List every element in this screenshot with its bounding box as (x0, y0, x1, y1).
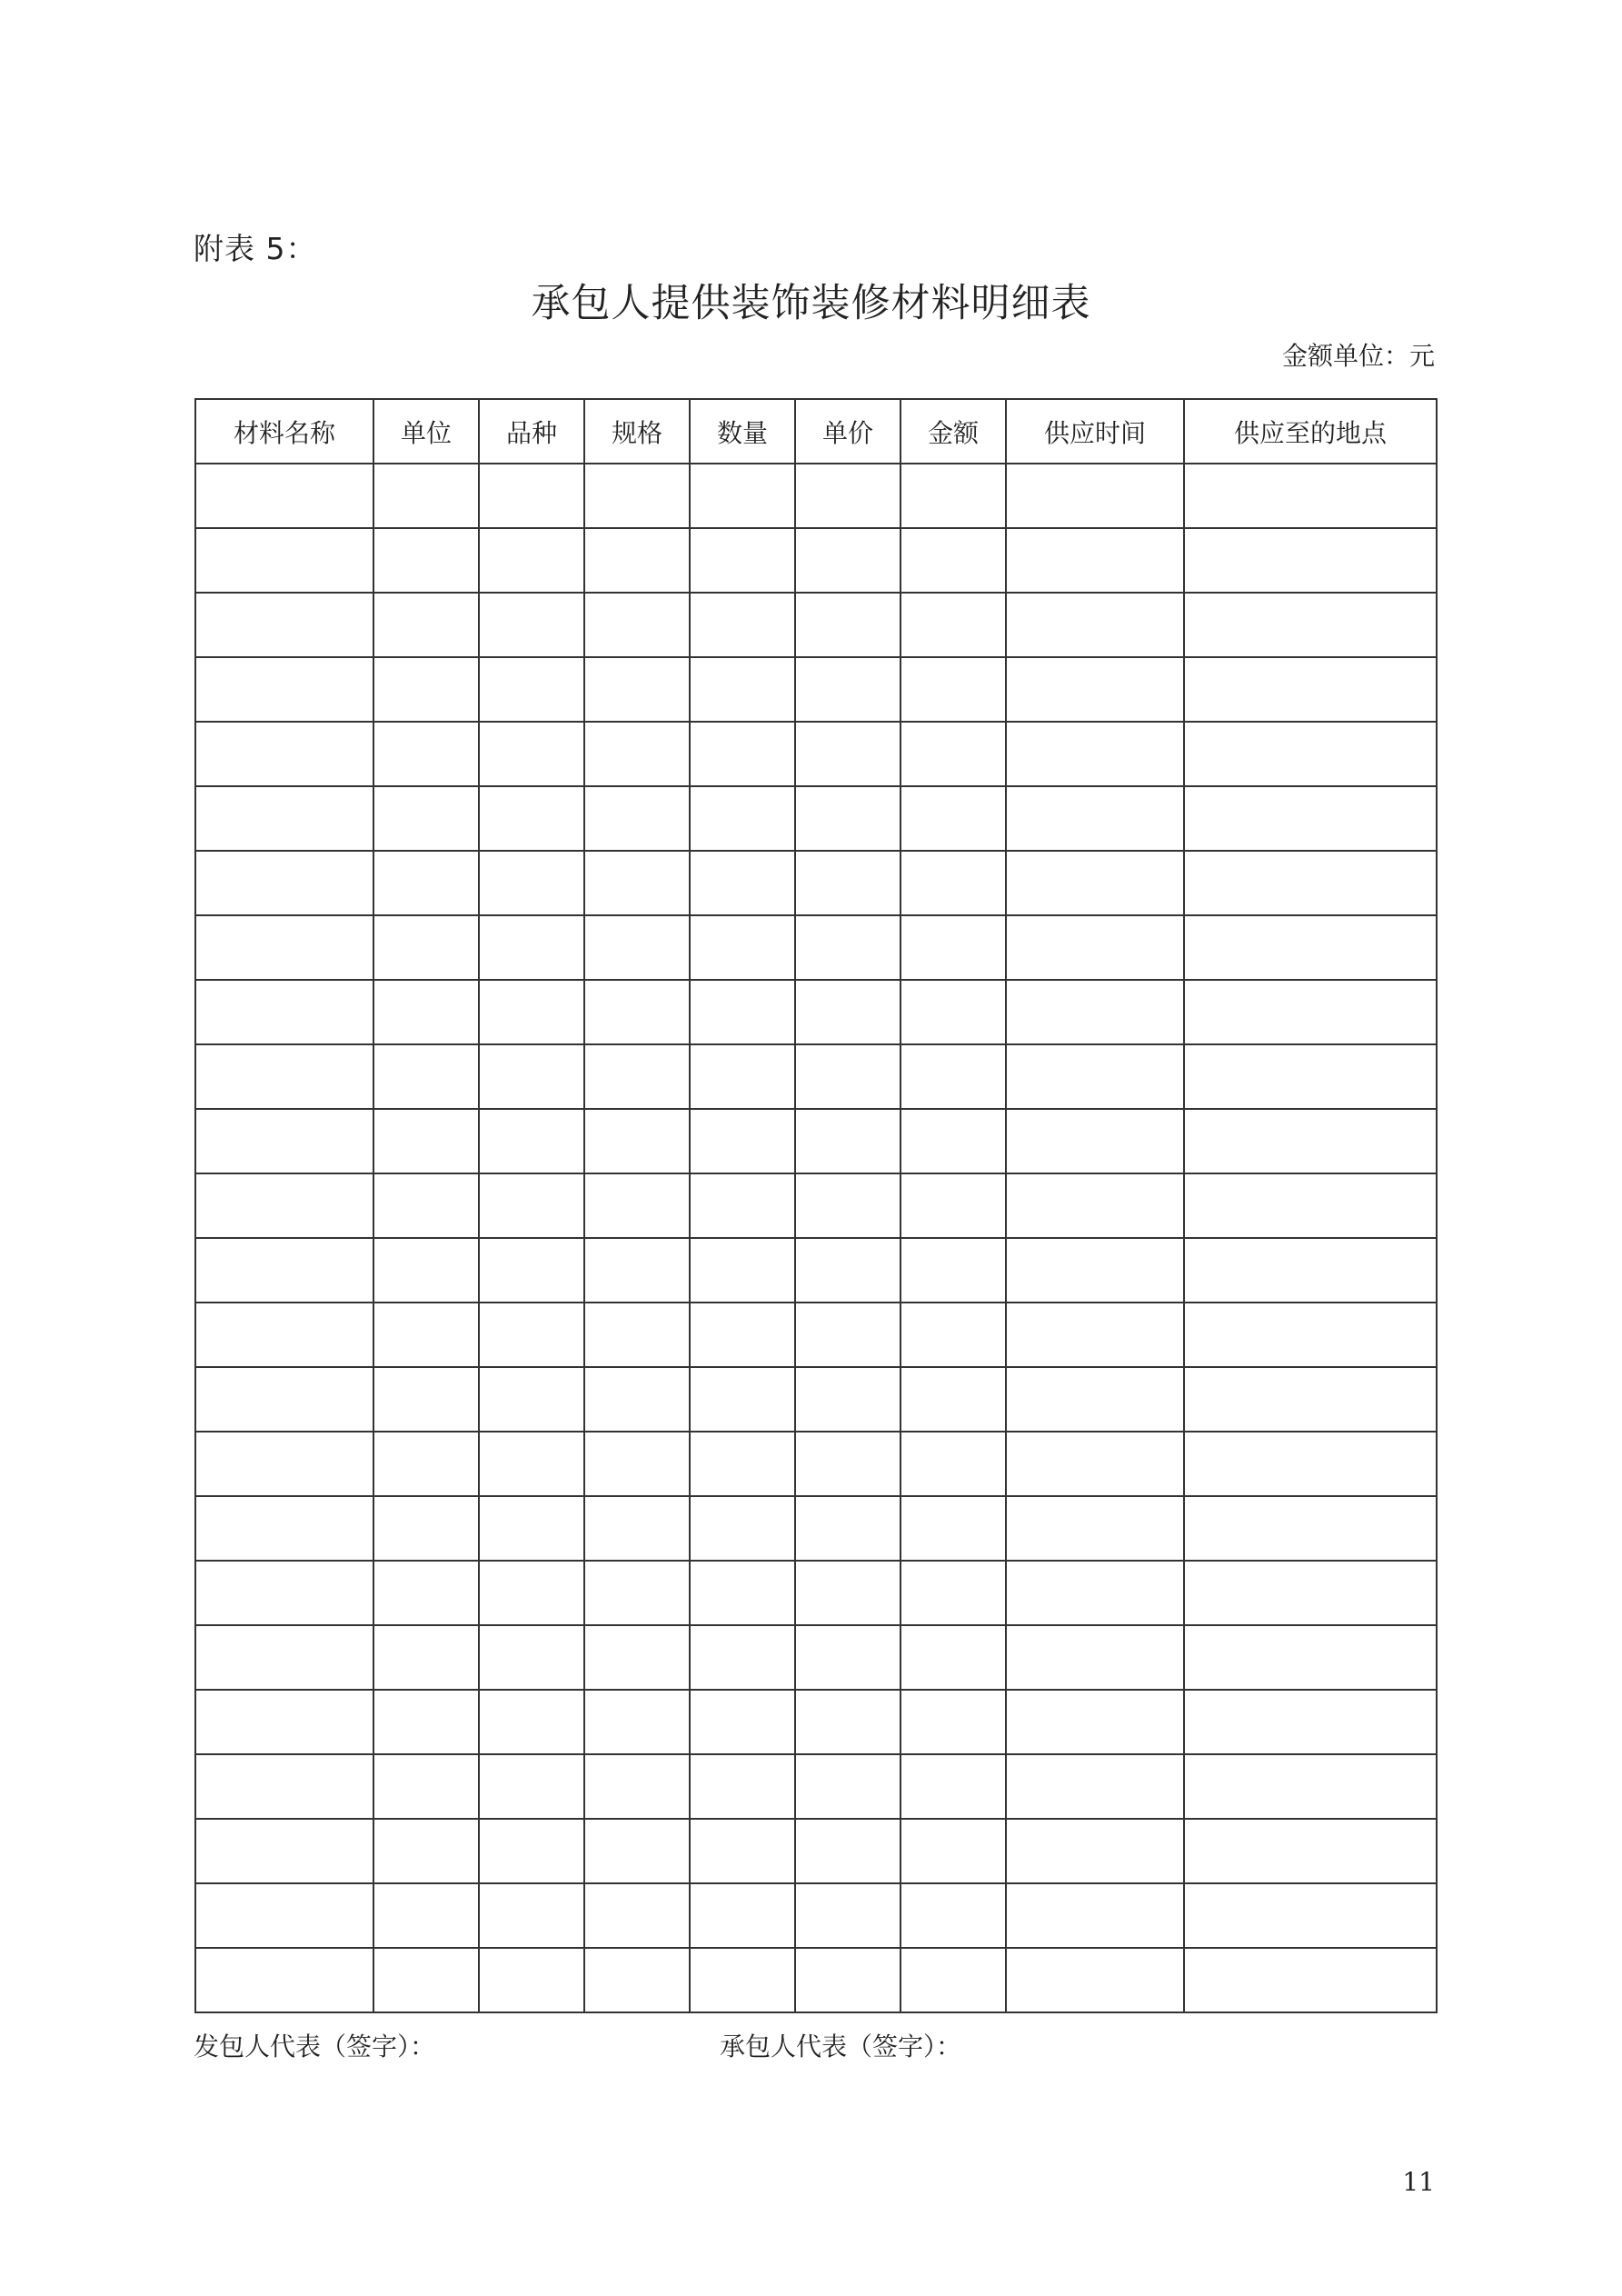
table-cell (195, 915, 373, 980)
table-cell (373, 722, 479, 786)
table-cell (195, 1561, 373, 1625)
table-cell (1006, 1367, 1184, 1432)
table-cell (373, 1238, 479, 1303)
table-cell (1006, 980, 1184, 1044)
table-cell (1184, 1883, 1437, 1948)
table-cell (1006, 722, 1184, 786)
table-cell (795, 657, 901, 722)
table-cell (690, 1173, 795, 1238)
table-cell (901, 1238, 1006, 1303)
table-cell (479, 786, 584, 851)
table-cell (373, 915, 479, 980)
table-cell (901, 915, 1006, 980)
table-cell (1184, 1432, 1437, 1496)
col-header-supply-location: 供应至的地点 (1184, 399, 1437, 464)
table-cell (901, 1819, 1006, 1883)
table-cell (195, 464, 373, 528)
table-cell (1006, 1109, 1184, 1173)
table-cell (795, 593, 901, 657)
table-row (195, 915, 1437, 980)
table-cell (373, 593, 479, 657)
table-cell (373, 851, 479, 915)
table-cell (795, 722, 901, 786)
table-cell (479, 980, 584, 1044)
table-cell (1006, 593, 1184, 657)
table-cell (690, 786, 795, 851)
table-cell (479, 1561, 584, 1625)
table-cell (584, 593, 690, 657)
table-cell (479, 1754, 584, 1819)
table-cell (479, 1432, 584, 1496)
table-row (195, 1044, 1437, 1109)
table-cell (690, 915, 795, 980)
table-cell (373, 1109, 479, 1173)
table-cell (479, 593, 584, 657)
table-cell (901, 1625, 1006, 1690)
col-header-spec: 规格 (584, 399, 690, 464)
table-cell (195, 1948, 373, 2012)
table-row (195, 1690, 1437, 1754)
table-cell (795, 1754, 901, 1819)
table-cell (690, 1754, 795, 1819)
table-cell (690, 464, 795, 528)
table-cell (373, 1883, 479, 1948)
table-cell (690, 1432, 795, 1496)
table-row (195, 1883, 1437, 1948)
table-cell (584, 1432, 690, 1496)
table-cell (690, 1303, 795, 1367)
table-cell (901, 1754, 1006, 1819)
table-cell (373, 1173, 479, 1238)
table-cell (195, 1432, 373, 1496)
table-row (195, 1109, 1437, 1173)
table-cell (479, 1238, 584, 1303)
table-cell (901, 851, 1006, 915)
table-cell (479, 1173, 584, 1238)
table-cell (479, 1109, 584, 1173)
table-cell (690, 980, 795, 1044)
table-cell (690, 1109, 795, 1173)
table-cell (584, 980, 690, 1044)
table-cell (195, 1819, 373, 1883)
table-cell (1006, 1238, 1184, 1303)
table-cell (690, 1819, 795, 1883)
table-cell (195, 1044, 373, 1109)
table-cell (1184, 1754, 1437, 1819)
table-cell (1006, 1625, 1184, 1690)
table-cell (1006, 1432, 1184, 1496)
table-row (195, 1432, 1437, 1496)
table-cell (195, 1496, 373, 1561)
table-cell (795, 980, 901, 1044)
table-cell (373, 1367, 479, 1432)
table-cell (1006, 528, 1184, 593)
table-cell (195, 1754, 373, 1819)
table-cell (1184, 528, 1437, 593)
table-cell (690, 722, 795, 786)
table-cell (690, 1625, 795, 1690)
table-cell (479, 657, 584, 722)
table-cell (690, 1044, 795, 1109)
table-row (195, 1367, 1437, 1432)
table-cell (901, 1883, 1006, 1948)
table-cell (1184, 1690, 1437, 1754)
col-header-unit: 单位 (373, 399, 479, 464)
table-cell (584, 722, 690, 786)
table-cell (901, 1432, 1006, 1496)
table-cell (901, 528, 1006, 593)
table-cell (195, 786, 373, 851)
table-header-row (195, 399, 1437, 464)
table-cell (795, 915, 901, 980)
table-cell (479, 1303, 584, 1367)
table-cell (373, 1948, 479, 2012)
table-cell (479, 915, 584, 980)
table-cell (195, 528, 373, 593)
table-row (195, 528, 1437, 593)
table-cell (584, 528, 690, 593)
table-cell (795, 786, 901, 851)
table-cell (1006, 1819, 1184, 1883)
table-cell (195, 1367, 373, 1432)
table-cell (1184, 1496, 1437, 1561)
table-row (195, 786, 1437, 851)
table-cell (1184, 593, 1437, 657)
table-cell (1184, 1303, 1437, 1367)
table-cell (901, 1561, 1006, 1625)
table-cell (1184, 1044, 1437, 1109)
table-cell (690, 1948, 795, 2012)
table-cell (795, 1173, 901, 1238)
col-header-variety: 品种 (479, 399, 584, 464)
table-cell (901, 786, 1006, 851)
table-cell (373, 1625, 479, 1690)
table-cell (584, 1883, 690, 1948)
table-cell (373, 464, 479, 528)
table-cell (1184, 1948, 1437, 2012)
table-cell (479, 1044, 584, 1109)
amount-unit-note: 金额单位：元 (1281, 341, 1435, 371)
table-cell (795, 851, 901, 915)
table-cell (584, 915, 690, 980)
table-cell (901, 593, 1006, 657)
table-cell (1006, 1948, 1184, 2012)
table-cell (584, 1819, 690, 1883)
table-cell (795, 1561, 901, 1625)
table-cell (584, 1625, 690, 1690)
table-cell (195, 1303, 373, 1367)
attachment-label: 附表 5： (194, 231, 317, 266)
table-cell (195, 851, 373, 915)
table-cell (479, 1496, 584, 1561)
table-cell (690, 1496, 795, 1561)
table-cell (584, 1496, 690, 1561)
table-row (195, 1238, 1437, 1303)
contractor-signature-label: 承包人代表（签字）： (720, 2031, 962, 2061)
table-cell (1184, 1625, 1437, 1690)
table-cell (584, 1044, 690, 1109)
table-cell (690, 528, 795, 593)
table-cell (584, 1561, 690, 1625)
table-cell (1006, 464, 1184, 528)
table-cell (373, 1754, 479, 1819)
col-header-amount: 金额 (901, 399, 1006, 464)
table-cell (195, 1883, 373, 1948)
table-cell (795, 528, 901, 593)
table-cell (901, 1496, 1006, 1561)
table-row (195, 657, 1437, 722)
table-cell (584, 1948, 690, 2012)
table-cell (1184, 851, 1437, 915)
table-cell (373, 1819, 479, 1883)
table-cell (479, 851, 584, 915)
table-cell (584, 1109, 690, 1173)
table-cell (690, 1690, 795, 1754)
table-cell (373, 657, 479, 722)
table-cell (795, 1496, 901, 1561)
table-cell (901, 1367, 1006, 1432)
table-cell (584, 1238, 690, 1303)
table-cell (1184, 1173, 1437, 1238)
table-cell (1184, 980, 1437, 1044)
table-cell (195, 1238, 373, 1303)
table-cell (795, 1625, 901, 1690)
table-body (195, 464, 1437, 2012)
table-row (195, 1819, 1437, 1883)
table-cell (1006, 915, 1184, 980)
table-cell (795, 1303, 901, 1367)
table-cell (479, 1883, 584, 1948)
table-cell (373, 1690, 479, 1754)
table-cell (373, 980, 479, 1044)
table-row (195, 1496, 1437, 1561)
table-row (195, 1303, 1437, 1367)
page-title: 承包人提供装饰装修材料明细表 (531, 281, 1091, 326)
table-cell (373, 528, 479, 593)
table-cell (901, 1109, 1006, 1173)
table-cell (1006, 1496, 1184, 1561)
table-cell (690, 1367, 795, 1432)
table-cell (795, 1432, 901, 1496)
table-cell (795, 1690, 901, 1754)
table-cell (195, 722, 373, 786)
table-cell (901, 722, 1006, 786)
table-cell (1006, 786, 1184, 851)
table-cell (795, 1044, 901, 1109)
table-cell (195, 1625, 373, 1690)
table-cell (1184, 1819, 1437, 1883)
table-cell (1006, 1690, 1184, 1754)
table-cell (195, 593, 373, 657)
table-cell (195, 1109, 373, 1173)
table-cell (901, 1948, 1006, 2012)
table-cell (795, 1883, 901, 1948)
table-cell (1006, 1173, 1184, 1238)
table-cell (1006, 1883, 1184, 1948)
materials-table (194, 398, 1438, 2013)
table-cell (690, 593, 795, 657)
table-cell (1006, 851, 1184, 915)
table-cell (690, 851, 795, 915)
table-cell (690, 1238, 795, 1303)
table-cell (1006, 1044, 1184, 1109)
table-row (195, 1173, 1437, 1238)
table-cell (195, 657, 373, 722)
table-cell (1184, 657, 1437, 722)
table-cell (1006, 1561, 1184, 1625)
table-cell (479, 1819, 584, 1883)
table-row (195, 593, 1437, 657)
table-cell (1184, 1367, 1437, 1432)
page-number: 11 (1402, 2167, 1435, 2197)
col-header-unit-price: 单价 (795, 399, 901, 464)
table-cell (690, 657, 795, 722)
table-cell (195, 1690, 373, 1754)
table-cell (584, 1303, 690, 1367)
table-cell (1006, 1754, 1184, 1819)
table-cell (373, 1561, 479, 1625)
table-cell (1184, 1561, 1437, 1625)
table-cell (901, 1690, 1006, 1754)
table-cell (479, 1625, 584, 1690)
table-row (195, 722, 1437, 786)
col-header-quantity: 数量 (690, 399, 795, 464)
table-cell (690, 1561, 795, 1625)
table-cell (1184, 1109, 1437, 1173)
table-cell (795, 1109, 901, 1173)
col-header-material-name: 材料名称 (195, 399, 373, 464)
table-cell (690, 1883, 795, 1948)
table-cell (195, 1173, 373, 1238)
table-cell (479, 722, 584, 786)
table-cell (479, 1690, 584, 1754)
table-cell (901, 464, 1006, 528)
table-cell (1184, 464, 1437, 528)
table-cell (584, 786, 690, 851)
table-cell (795, 1367, 901, 1432)
table-cell (373, 786, 479, 851)
table-cell (1006, 657, 1184, 722)
table-cell (901, 1173, 1006, 1238)
table-cell (584, 1754, 690, 1819)
employer-signature-label: 发包人代表（签字）： (194, 2031, 436, 2061)
table-cell (1184, 915, 1437, 980)
table-cell (1184, 786, 1437, 851)
table-row (195, 851, 1437, 915)
table-cell (1184, 1238, 1437, 1303)
table-cell (195, 980, 373, 1044)
table-cell (795, 1948, 901, 2012)
table-cell (795, 1238, 901, 1303)
table-cell (901, 1044, 1006, 1109)
table-cell (901, 657, 1006, 722)
table-row (195, 1948, 1437, 2012)
table-cell (1184, 722, 1437, 786)
col-header-supply-time: 供应时间 (1006, 399, 1184, 464)
table-cell (901, 980, 1006, 1044)
table-cell (584, 657, 690, 722)
table-row (195, 464, 1437, 528)
table-cell (584, 851, 690, 915)
table-cell (1006, 1303, 1184, 1367)
table-cell (584, 464, 690, 528)
table-cell (479, 1948, 584, 2012)
table-cell (795, 464, 901, 528)
table-cell (901, 1303, 1006, 1367)
table-cell (373, 1496, 479, 1561)
table-cell (584, 1173, 690, 1238)
table-row (195, 980, 1437, 1044)
table-cell (584, 1367, 690, 1432)
table-cell (373, 1044, 479, 1109)
table-cell (795, 1819, 901, 1883)
table-cell (479, 1367, 584, 1432)
table-cell (479, 528, 584, 593)
table-cell (584, 1690, 690, 1754)
table-cell (373, 1432, 479, 1496)
table-cell (373, 1303, 479, 1367)
table-cell (479, 464, 584, 528)
table-row (195, 1561, 1437, 1625)
table-row (195, 1754, 1437, 1819)
table-row (195, 1625, 1437, 1690)
